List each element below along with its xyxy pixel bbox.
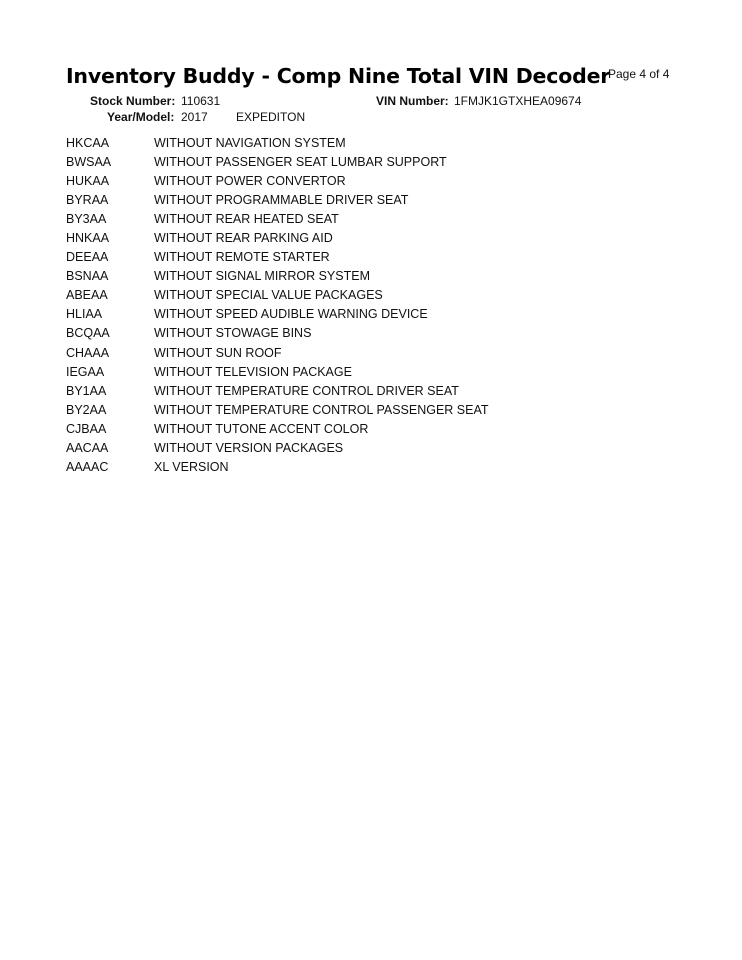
option-description: WITHOUT TUTONE ACCENT COLOR [154,421,369,436]
option-code: BSNAA [66,269,109,284]
list-item [66,286,489,305]
option-description: WITHOUT TELEVISION PACKAGE [154,364,352,379]
list-item [66,400,489,419]
list-item [66,190,489,209]
list-item [66,381,489,400]
year-value: 2017 [181,110,208,124]
option-code: AAAAC [66,460,109,475]
option-code: DEEAA [66,250,109,265]
option-description: WITHOUT REAR PARKING AID [154,231,333,246]
option-code: CJBAA [66,421,107,436]
option-code: CHAAA [66,345,110,360]
list-item [66,171,489,190]
list-item [66,209,489,228]
option-description: WITHOUT NAVIGATION SYSTEM [154,135,346,150]
option-description: WITHOUT STOWAGE BINS [154,326,312,341]
option-code: BWSAA [66,154,112,169]
option-description: WITHOUT POWER CONVERTOR [154,173,346,188]
option-code: BY3AA [66,211,107,226]
option-code: BY1AA [66,383,107,398]
option-description: XL VERSION [154,460,229,475]
vin-number-value: 1FMJK1GTXHEA09674 [454,94,582,108]
list-item [66,152,489,171]
option-code: HUKAA [66,173,110,188]
option-description: WITHOUT TEMPERATURE CONTROL DRIVER SEAT [154,383,459,398]
option-code: AACAA [66,441,109,456]
option-description: WITHOUT SUN ROOF [154,345,282,360]
option-description: WITHOUT REMOTE STARTER [154,250,330,265]
list-item [66,228,489,247]
option-description: WITHOUT PASSENGER SEAT LUMBAR SUPPORT [154,154,447,169]
option-description: WITHOUT SIGNAL MIRROR SYSTEM [154,269,370,284]
list-item [66,343,489,362]
list-item [66,267,489,286]
vin-number-label: VIN Number: [376,94,449,108]
option-description: WITHOUT VERSION PACKAGES [154,441,344,456]
option-code: BYRAA [66,192,109,207]
option-description: WITHOUT SPEED AUDIBLE WARNING DEVICE [154,307,428,322]
option-description: WITHOUT SPECIAL VALUE PACKAGES [154,288,383,303]
list-item [66,362,489,381]
list-item [66,305,489,324]
option-code: HLIAA [66,307,103,322]
list-item [66,419,489,438]
option-code: IEGAA [66,364,105,379]
model-value: EXPEDITON [236,110,306,124]
option-code: BY2AA [66,402,107,417]
stock-number-value: 110631 [181,94,221,108]
option-code: HNKAA [66,231,110,246]
list-item [66,133,489,152]
option-code: HKCAA [66,135,110,150]
option-code: BCQAA [66,326,110,341]
option-description: WITHOUT TEMPERATURE CONTROL PASSENGER SEAT [154,402,489,417]
option-code-list [66,133,489,477]
option-description: WITHOUT REAR HEATED SEAT [154,211,339,226]
option-code: ABEAA [66,288,108,303]
list-item [66,439,489,458]
stock-number-label: Stock Number: [90,94,176,108]
report-title: Inventory Buddy - Comp Nine Total VIN Decoder [66,64,611,88]
option-description: WITHOUT PROGRAMMABLE DRIVER SEAT [154,192,409,207]
page-number: Page 4 of 4 [608,67,670,81]
list-item [66,248,489,267]
list-item [66,458,489,477]
year-model-label: Year/Model: [107,110,175,124]
list-item [66,324,489,343]
